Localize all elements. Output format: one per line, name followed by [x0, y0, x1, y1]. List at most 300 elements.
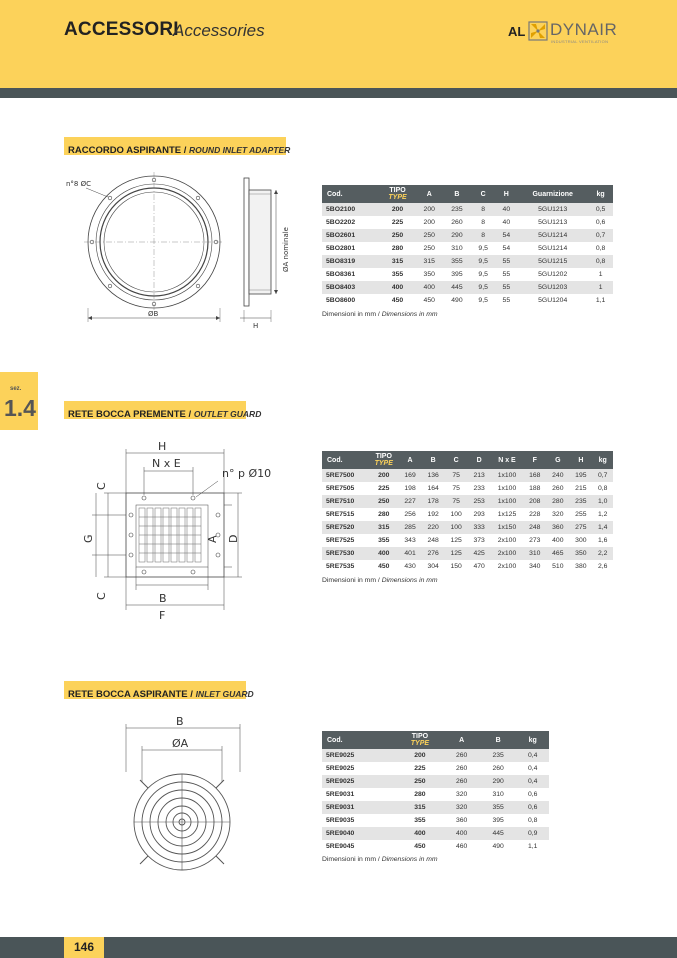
inlet-guard-table-body [322, 749, 549, 853]
col-header: D [468, 451, 491, 469]
diameter-b-label: ØB [148, 310, 159, 318]
table-cell: 220 [422, 521, 445, 534]
cell-code: 5BO2100 [322, 203, 380, 216]
table-cell: 1 [588, 281, 613, 294]
cell-code: 5BO8319 [322, 255, 380, 268]
table-cell: 350 [569, 547, 592, 560]
cell-code: 5RE9025 [322, 775, 396, 788]
table-cell: 400 [443, 827, 480, 840]
page-subtitle: Accessories [173, 21, 265, 40]
nominal-diameter-label: ØA nominale [282, 227, 290, 272]
table-cell: 300 [575, 537, 587, 544]
cell-code: 5BO8361 [326, 271, 356, 278]
table-cell: 2x100 [497, 563, 517, 570]
cell-type: 250 [380, 229, 416, 242]
table-cell: 310 [523, 547, 546, 560]
table-cell: 250 [423, 245, 435, 252]
table-cell: 275 [569, 521, 592, 534]
table-cell: 0,8 [595, 245, 606, 252]
table-cell: 233 [473, 485, 485, 492]
cell-code: 5RE9045 [326, 843, 355, 850]
heading-en: ROUND INLET ADAPTER [189, 145, 291, 155]
table-cell: 55 [496, 255, 518, 268]
table-cell: 445 [443, 281, 471, 294]
table-cell: 55 [502, 297, 511, 304]
section-tab-number: 1.4 [4, 395, 36, 421]
table-cell: 5GU1213 [538, 219, 568, 226]
section-code: AL [508, 24, 526, 39]
section-heading-inlet-guard [64, 681, 254, 700]
cell-code: 5RE7515 [326, 511, 355, 518]
table-cell: 445 [480, 827, 517, 840]
round-inlet-note [322, 311, 438, 318]
table-cell: 75 [445, 469, 468, 482]
table-cell: 260 [552, 485, 564, 492]
section-heading-round-inlet [64, 137, 291, 156]
table-cell: 395 [492, 817, 504, 824]
table-row [322, 255, 613, 268]
cell-code: 5RE9025 [322, 749, 396, 762]
section-tab-label: sez. [10, 386, 22, 392]
table-cell: 310 [492, 791, 504, 798]
cell-code: 5BO2601 [322, 229, 380, 242]
fan-logo-icon [528, 21, 548, 41]
col-header-tipo [380, 185, 416, 203]
cell-type: 400 [396, 827, 443, 840]
table-row [322, 229, 613, 242]
table-row [322, 560, 613, 573]
table-cell: 0,8 [597, 485, 608, 492]
table-cell: 100 [450, 511, 462, 518]
outlet-guard-drawing [78, 435, 298, 625]
table-cell: 55 [502, 271, 511, 278]
heading-sep: / [185, 409, 194, 420]
cell-type: 250 [369, 495, 399, 508]
heading-it: RETE BOCCA ASPIRANTE [68, 689, 188, 700]
table-cell: 200 [423, 219, 435, 226]
round-inlet-table [322, 185, 613, 307]
cell-type: 280 [414, 791, 426, 798]
cell-code: 5RE7500 [322, 469, 369, 482]
table-cell: 248 [427, 537, 439, 544]
table-cell: 2,6 [597, 563, 608, 570]
table-cell: 2x100 [497, 537, 517, 544]
cell-type: 400 [369, 547, 399, 560]
table-row [322, 762, 549, 775]
table-cell: 1,2 [597, 511, 608, 518]
cell-type: 355 [378, 537, 390, 544]
table-row [322, 242, 613, 255]
table-cell: 215 [575, 485, 587, 492]
table-cell: 395 [451, 271, 463, 278]
col-header: N x E [491, 451, 524, 469]
cell-type: 225 [414, 765, 426, 772]
table-cell: 54 [496, 229, 518, 242]
table-cell: 250 [415, 229, 443, 242]
table-row [322, 521, 613, 534]
dim-holes-label: n° p Ø10 [222, 467, 272, 480]
table-row [322, 281, 613, 294]
table-cell: 2,2 [592, 547, 613, 560]
cell-code: 5BO8600 [326, 297, 356, 304]
table-cell: 355 [443, 255, 471, 268]
table-cell: 0,8 [588, 255, 613, 268]
cell-code: 5RE9035 [326, 817, 355, 824]
table-cell: 125 [450, 537, 462, 544]
table-cell: 490 [451, 297, 463, 304]
tipo-it: TIPO [389, 187, 406, 194]
table-cell: 8 [471, 203, 496, 216]
dim-h-label: H [158, 440, 167, 453]
col-header: H [569, 451, 592, 469]
table-cell: 164 [427, 485, 439, 492]
table-cell: 8 [471, 229, 496, 242]
outlet-guard-table [322, 451, 613, 573]
inlet-dimension-lines [126, 724, 240, 782]
table-cell: 136 [422, 469, 445, 482]
table-cell: 248 [523, 521, 546, 534]
heading-sep: / [181, 145, 190, 156]
cell-code: 5BO2801 [326, 245, 356, 252]
table-row [322, 534, 613, 547]
table-row [322, 216, 613, 229]
cell-type: 250 [396, 775, 443, 788]
table-cell: 343 [404, 537, 416, 544]
inlet-guard-drawing [118, 712, 248, 882]
table-cell: 450 [423, 297, 435, 304]
table-row [322, 203, 613, 216]
cell-code: 5RE7505 [326, 485, 355, 492]
table-row [322, 495, 613, 508]
dim-d-label: D [227, 534, 240, 543]
table-row [322, 749, 549, 762]
col-header: C [445, 451, 468, 469]
cell-type: 200 [380, 203, 416, 216]
table-cell: 510 [552, 563, 564, 570]
table-cell: 54 [502, 245, 511, 252]
cell-code: 5BO2202 [326, 219, 356, 226]
table-row [322, 268, 613, 281]
table-cell: 100 [445, 521, 468, 534]
table-cell: 178 [422, 495, 445, 508]
note-en: Dimensions in mm [381, 311, 438, 318]
table-cell: 360 [455, 817, 468, 824]
table-cell: 9,5 [478, 245, 488, 252]
dim-c-bottom-label: C [95, 592, 108, 600]
cell-code: 5RE7525 [326, 537, 355, 544]
section-tab [0, 372, 38, 430]
table-cell: 293 [473, 511, 485, 518]
table-cell: 465 [546, 547, 569, 560]
table-cell: 240 [546, 469, 569, 482]
inlet-guard-table [322, 731, 549, 853]
col-header: kg [592, 451, 613, 469]
cell-code: 5RE7510 [322, 495, 369, 508]
table-cell: 169 [399, 469, 422, 482]
table-cell: 304 [427, 563, 439, 570]
cell-type: 280 [378, 511, 390, 518]
cell-code: 5RE7530 [322, 547, 369, 560]
heading-en: OUTLET GUARD [193, 409, 262, 419]
dim-b-label: B [159, 592, 167, 605]
brand-name: DYNAIR [550, 20, 618, 39]
table-cell: 280 [546, 495, 569, 508]
table-cell: 0,4 [516, 775, 549, 788]
table-row [322, 482, 613, 495]
dim-f-label: F [159, 609, 166, 622]
table-cell: 285 [399, 521, 422, 534]
table-cell: 256 [404, 511, 416, 518]
cell-code: 5RE9031 [326, 791, 355, 798]
table-cell: 0,4 [527, 765, 538, 772]
inlet-guard-rings [134, 774, 230, 870]
table-cell: 228 [529, 511, 541, 518]
table-cell: 1x150 [491, 521, 524, 534]
table-cell: 340 [529, 563, 541, 570]
table-cell: 260 [443, 775, 480, 788]
table-cell: 168 [523, 469, 546, 482]
table-cell: 188 [529, 485, 541, 492]
col-header: F [523, 451, 546, 469]
outlet-guard-note [322, 577, 438, 584]
cell-type: 315 [396, 801, 443, 814]
table-row [322, 508, 613, 521]
table-cell: 0,6 [527, 791, 538, 798]
table-cell: 5GU1215 [517, 255, 588, 268]
table-cell: 9,5 [471, 255, 496, 268]
col-header: C [471, 185, 496, 203]
table-cell: 273 [529, 537, 541, 544]
col-header-tipo [396, 731, 443, 749]
note-it: Dimensioni in mm / [322, 856, 382, 863]
dim-g-label: G [82, 534, 95, 543]
col-header: kg [516, 731, 549, 749]
round-inlet-drawing [64, 170, 304, 330]
table-row [322, 814, 549, 827]
table-row [322, 827, 549, 840]
cell-type: 355 [414, 817, 426, 824]
table-row [322, 547, 613, 560]
note-it: Dimensioni in mm / [322, 311, 382, 318]
table-cell: 260 [455, 765, 468, 772]
table-cell: 253 [468, 495, 491, 508]
table-cell: 310 [451, 245, 463, 252]
col-header: B [443, 185, 471, 203]
table-cell: 5GU1203 [517, 281, 588, 294]
table-row [322, 775, 549, 788]
table-cell: 0,9 [516, 827, 549, 840]
table-cell: 1,6 [597, 537, 608, 544]
table-cell: 5GU1204 [538, 297, 568, 304]
cell-type: 450 [378, 563, 390, 570]
table-cell: 0,4 [516, 749, 549, 762]
holes-label: n°8 ØC [66, 180, 92, 188]
table-cell: 208 [523, 495, 546, 508]
cell-type: 450 [414, 843, 426, 850]
dim-b-label: B [176, 715, 184, 728]
table-cell: 260 [443, 749, 480, 762]
col-header: Cod. [322, 731, 396, 749]
table-row [322, 801, 549, 814]
table-row [322, 294, 613, 307]
adapter-side-view [240, 178, 290, 330]
table-cell: 5GU1202 [538, 271, 568, 278]
table-cell: 276 [422, 547, 445, 560]
table-cell: 8 [481, 219, 486, 226]
table-row [322, 840, 549, 853]
dim-a-label: ØA [172, 737, 189, 750]
table-cell: 227 [399, 495, 422, 508]
table-cell: 5GU1214 [538, 245, 568, 252]
table-cell: 350 [423, 271, 435, 278]
round-inlet-table-body [322, 203, 613, 307]
table-cell: 1,1 [527, 843, 538, 850]
col-header: Cod. [322, 451, 369, 469]
cell-code: 5BO8403 [322, 281, 380, 294]
table-row [322, 788, 549, 801]
heading-it: RACCORDO ASPIRANTE [68, 145, 182, 156]
table-cell: 1,4 [592, 521, 613, 534]
page-title: ACCESSORI [64, 19, 179, 40]
table-cell: 380 [575, 563, 587, 570]
table-cell: 1x125 [497, 511, 517, 518]
table-cell: 1,1 [595, 297, 606, 304]
cell-type: 225 [391, 219, 404, 226]
table-cell: 1x100 [491, 469, 524, 482]
cell-type: 200 [396, 749, 443, 762]
cell-type: 355 [391, 271, 404, 278]
table-cell: 320 [443, 801, 480, 814]
table-cell: 400 [552, 537, 564, 544]
col-header: B [480, 731, 517, 749]
cell-code: 5RE9025 [326, 765, 355, 772]
table-cell: 401 [399, 547, 422, 560]
table-cell: 315 [415, 255, 443, 268]
table-cell: 1,0 [592, 495, 613, 508]
table-cell: 425 [468, 547, 491, 560]
table-cell: 320 [552, 511, 564, 518]
col-header: A [399, 451, 422, 469]
table-cell: 400 [415, 281, 443, 294]
cell-type: 400 [380, 281, 416, 294]
col-header: Cod. [322, 185, 380, 203]
outlet-guard-frame [126, 493, 224, 577]
col-header: G [546, 451, 569, 469]
table-cell: 0,7 [588, 229, 613, 242]
table-header-row [322, 451, 613, 469]
col-header: kg [588, 185, 613, 203]
height-label: H [253, 322, 259, 330]
dim-c-top-label: C [95, 482, 108, 490]
table-cell: 0,7 [592, 469, 613, 482]
table-cell: 75 [445, 495, 468, 508]
cell-type: 315 [369, 521, 399, 534]
col-header: A [415, 185, 443, 203]
table-row [322, 469, 613, 482]
cell-code: 5RE9031 [322, 801, 396, 814]
table-header-row [322, 731, 549, 749]
table-cell: 75 [452, 485, 460, 492]
table-cell: 235 [569, 495, 592, 508]
cell-type: 280 [391, 245, 404, 252]
table-cell: 255 [575, 511, 587, 518]
table-cell: 55 [496, 281, 518, 294]
table-cell: 5GU1213 [517, 203, 588, 216]
table-cell: 200 [415, 203, 443, 216]
tipo-en: TYPE [388, 194, 407, 201]
tipo-en: TYPE [410, 740, 430, 747]
brand-logo [528, 20, 623, 46]
table-cell: 0,8 [527, 817, 538, 824]
note-en: Dimensions in mm [381, 856, 438, 863]
note-it: Dimensioni in mm / [322, 577, 382, 584]
cell-code: 5RE7520 [322, 521, 369, 534]
table-cell: 9,5 [471, 281, 496, 294]
table-cell: 470 [473, 563, 485, 570]
outlet-dimension-lines [92, 449, 242, 610]
table-cell: 0,5 [588, 203, 613, 216]
table-cell: 290 [480, 775, 517, 788]
table-cell: 40 [496, 203, 518, 216]
col-header-tipo [369, 451, 399, 469]
table-cell: 260 [451, 219, 463, 226]
col-header: H [496, 185, 518, 203]
table-cell: 0,6 [595, 219, 606, 226]
table-cell: 373 [473, 537, 485, 544]
dim-a-label: A [206, 535, 219, 543]
table-cell: 235 [480, 749, 517, 762]
cell-type: 200 [369, 469, 399, 482]
table-cell: 333 [468, 521, 491, 534]
inlet-guard-note [322, 856, 438, 863]
table-cell: 260 [492, 765, 504, 772]
table-cell: 320 [455, 791, 468, 798]
cell-type: 225 [378, 485, 390, 492]
cell-code: 5RE7535 [326, 563, 355, 570]
table-cell: 9,5 [478, 297, 488, 304]
table-cell: 290 [443, 229, 471, 242]
table-cell: 150 [450, 563, 462, 570]
page-number: 146 [64, 937, 104, 958]
col-header: A [443, 731, 480, 749]
table-cell: 2x100 [491, 547, 524, 560]
table-cell: 460 [455, 843, 468, 850]
cell-code: 5RE9040 [322, 827, 396, 840]
table-cell: 125 [445, 547, 468, 560]
table-cell: 355 [480, 801, 517, 814]
tipo-it: TIPO [411, 733, 429, 740]
heading-it: RETE BOCCA PREMENTE [68, 409, 186, 420]
table-cell: 1x100 [491, 495, 524, 508]
col-header: B [422, 451, 445, 469]
section-heading-outlet-guard [64, 401, 262, 420]
heading-en: INLET GUARD [195, 689, 254, 699]
table-cell: 490 [492, 843, 504, 850]
table-cell: 40 [502, 219, 511, 226]
table-cell: 1x100 [497, 485, 517, 492]
table-cell: 360 [546, 521, 569, 534]
table-cell: 195 [569, 469, 592, 482]
cell-type: 315 [380, 255, 416, 268]
outlet-guard-table-body [322, 469, 613, 573]
table-header-row [322, 185, 613, 203]
table-cell: 430 [404, 563, 416, 570]
heading-sep: / [187, 689, 196, 700]
adapter-front-view [66, 172, 224, 322]
tipo-en: TYPE [374, 460, 393, 467]
dim-nxe-label: N x E [152, 457, 181, 470]
brand-tagline: INDUSTRIAL VENTILATION [551, 39, 609, 44]
